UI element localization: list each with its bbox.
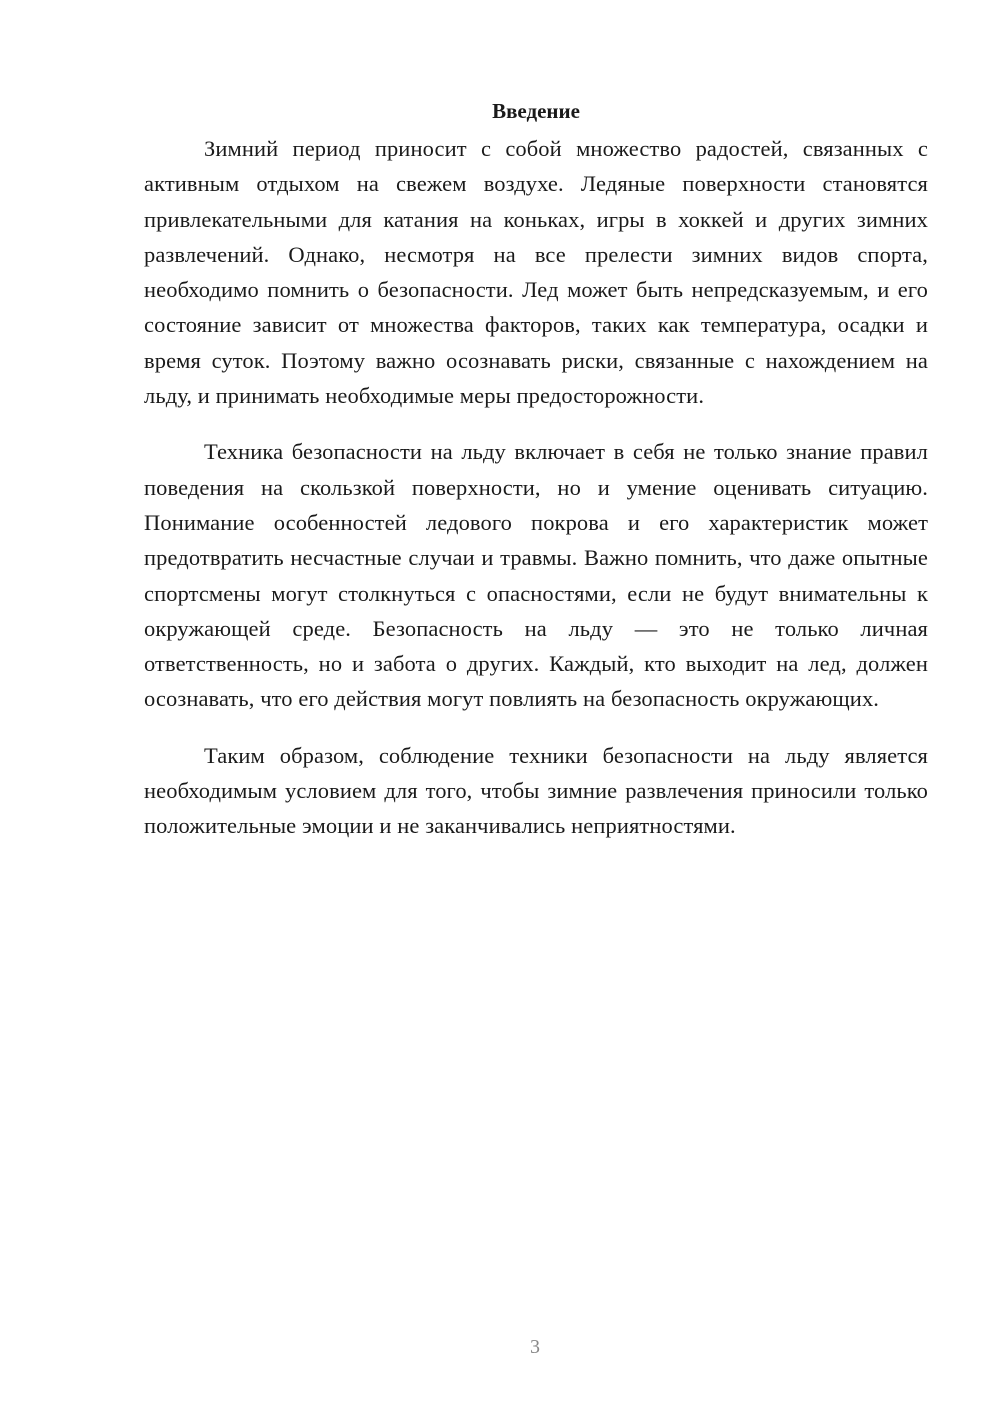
paragraph-2: Техника безопасности на льду включает в себя не только знание правил поведения на скользкой поверхности, но и умение оценивать ситуацию. Понимание особенностей ледового покрова и его характеристик может предотвратить несчастные случаи и травмы. Важно помнить, что даже опытные спортсмены могут столкнуться с опасностями, если не будут внимательны к окружающей среде. Безопасность на льду — это не только личная ответственность, но и забота о других. Каждый, кто выходит на лед, должен осознавать, что его действия могут повлиять на безопасность окружающих. [144,439,928,712]
page-content [144,94,928,865]
section-heading: Введение [492,99,580,123]
paragraph-3: Таким образом, соблюдение техники безопасности на льду является необходимым условием для того, чтобы зимние развлечения приносили только положительные эмоции и не заканчивались неприятностями. [144,742,928,839]
page-number: 3 [530,1336,540,1358]
paragraph-1: Зимний период приносит с собой множество радостей, связанных с активным отдыхом на свежем воздухе. Ледяные поверхности становятся привлекательными для катания на коньках, игры в хоккей и других зимних развлечений. Однако, несмотря на все прелести зимних видов спорта, необходимо помнить о безопасности. Лед может быть непредсказуемым, и его состояние зависит от множества факторов, таких как температура, осадки и время суток. Поэтому важно осознавать риски, связанные с нахождением на льду, и принимать необходимые меры предосторожности. [144,136,928,409]
